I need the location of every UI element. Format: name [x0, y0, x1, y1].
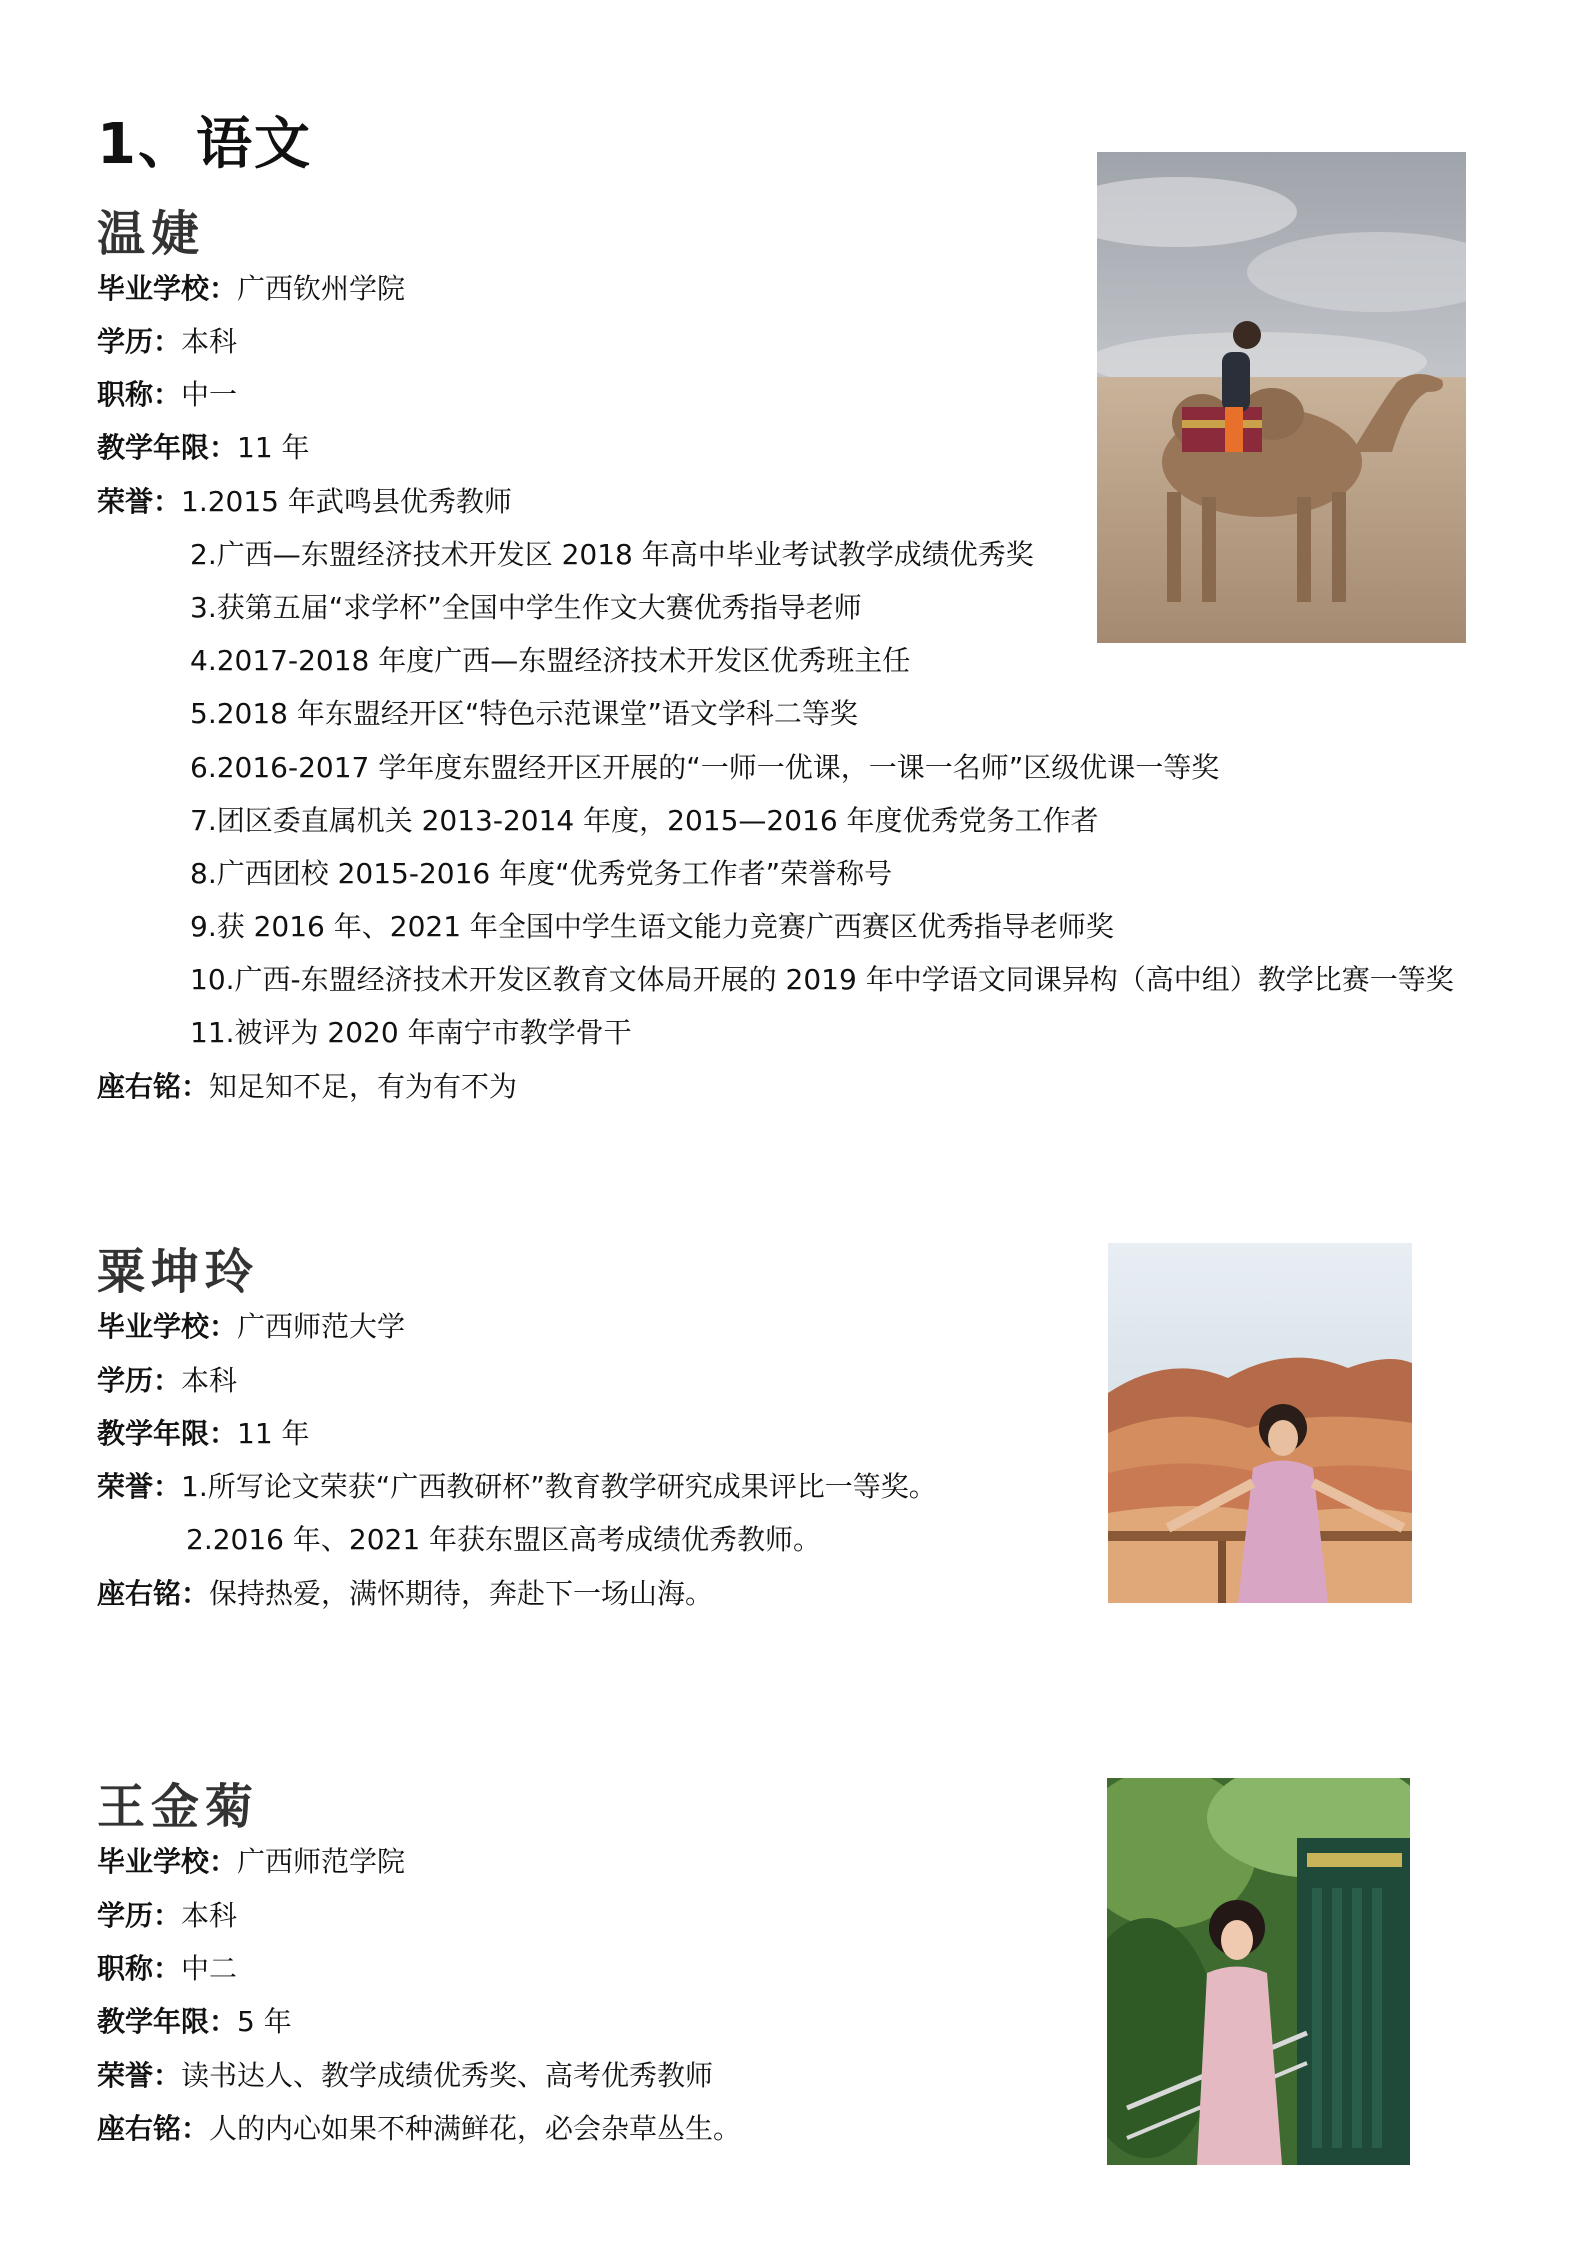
honor-item: 5.2018 年东盟经开区“特色示范课堂”语文学科二等奖: [190, 697, 858, 730]
degree-row: [97, 1364, 237, 1398]
honor-item: 2.2016 年、2021 年获东盟区高考成绩优秀教师。: [186, 1523, 822, 1556]
honor-item: 3.获第五届“求学杯”全国中学生作文大赛优秀指导老师: [190, 591, 862, 624]
school-label: 毕业学校：: [97, 1310, 238, 1343]
motto-row: [97, 1577, 713, 1611]
years-value: 11 年: [237, 1417, 310, 1450]
years-row: [97, 1417, 310, 1451]
honor-item: 8.广西团校 2015-2016 年度“优秀党务工作者”荣誉称号: [190, 857, 893, 890]
school-row: [97, 1845, 405, 1879]
motto-value: 人的内心如果不种满鲜花，必会杂草丛生。: [209, 2112, 742, 2145]
honors-row: [97, 2059, 713, 2093]
years-label: 教学年限：: [97, 431, 238, 464]
degree-label: 学历：: [97, 325, 182, 358]
honors-row: [97, 1470, 937, 1504]
degree-value: 本科: [181, 325, 238, 358]
title-row: [97, 378, 237, 412]
title-value: 中二: [181, 1952, 238, 1985]
title-value: 中一: [181, 378, 238, 411]
honor-item: 10.广西-东盟经济技术开发区教育文体局开展的 2019 年中学语文同课异构（高中组）教学比赛一等奖: [190, 963, 1454, 996]
honor-item: 读书达人、教学成绩优秀奖、高考优秀教师: [181, 2059, 714, 2092]
motto-label: 座右铭：: [97, 1070, 210, 1103]
title-label: 职称：: [97, 378, 182, 411]
school-value: 广西钦州学院: [237, 272, 406, 305]
degree-value: 本科: [181, 1364, 238, 1397]
school-label: 毕业学校：: [97, 1845, 238, 1878]
school-value: 广西师范学院: [237, 1845, 406, 1878]
motto-label: 座右铭：: [97, 1577, 210, 1610]
honor-item: 1.所写论文荣获“广西教研杯”教育教学研究成果评比一等奖。: [181, 1470, 937, 1503]
motto-row: [97, 2112, 741, 2146]
teacher-name: 粟坤玲: [97, 1244, 260, 1300]
motto-value: 保持热爱，满怀期待，奔赴下一场山海。: [209, 1577, 714, 1610]
honor-item: 2.广西—东盟经济技术开发区 2018 年高中毕业考试教学成绩优秀奖: [190, 538, 1034, 571]
teacher-name: 温婕: [97, 206, 206, 262]
degree-row: [97, 325, 237, 359]
teacher-photo: [1108, 1243, 1412, 1603]
years-label: 教学年限：: [97, 1417, 238, 1450]
teacher-name: 王金菊: [97, 1779, 260, 1835]
honor-item: 9.获 2016 年、2021 年全国中学生语文能力竞赛广西赛区优秀指导老师奖: [190, 910, 1114, 943]
honor-item: 7.团区委直属机关 2013-2014 年度，2015—2016 年度优秀党务工作者: [190, 804, 1099, 837]
degree-value: 本科: [181, 1899, 238, 1932]
school-row: [97, 1310, 405, 1344]
teacher-photo: [1107, 1778, 1410, 2165]
school-value: 广西师范大学: [237, 1310, 406, 1343]
honors-label: 荣誉：: [97, 1470, 182, 1503]
degree-row: [97, 1899, 237, 1933]
school-row: [97, 272, 405, 306]
degree-label: 学历：: [97, 1899, 182, 1932]
years-value: 5 年: [237, 2005, 292, 2038]
honor-item: 4.2017-2018 年度广西—东盟经济技术开发区优秀班主任: [190, 644, 911, 677]
years-row: [97, 2005, 292, 2039]
honor-item: 1.2015 年武鸣县优秀教师: [181, 485, 512, 518]
title-row: [97, 1952, 237, 1986]
honor-item: 6.2016-2017 学年度东盟经开区开展的“一师一优课，一课一名师”区级优课一等奖: [190, 751, 1220, 784]
motto-value: 知足知不足，有为有不为: [209, 1070, 518, 1103]
degree-label: 学历：: [97, 1364, 182, 1397]
years-value: 11 年: [237, 431, 310, 464]
years-row: [97, 431, 310, 465]
honors-row: [97, 485, 512, 519]
school-label: 毕业学校：: [97, 272, 238, 305]
honor-item: 11.被评为 2020 年南宁市教学骨干: [190, 1016, 632, 1049]
honors-label: 荣誉：: [97, 485, 182, 518]
honors-label: 荣誉：: [97, 2059, 182, 2092]
years-label: 教学年限：: [97, 2005, 238, 2038]
motto-row: [97, 1070, 517, 1104]
teacher-photo: [1097, 152, 1466, 643]
motto-label: 座右铭：: [97, 2112, 210, 2145]
title-label: 职称：: [97, 1952, 182, 1985]
section-title: 1、语文: [97, 112, 312, 177]
